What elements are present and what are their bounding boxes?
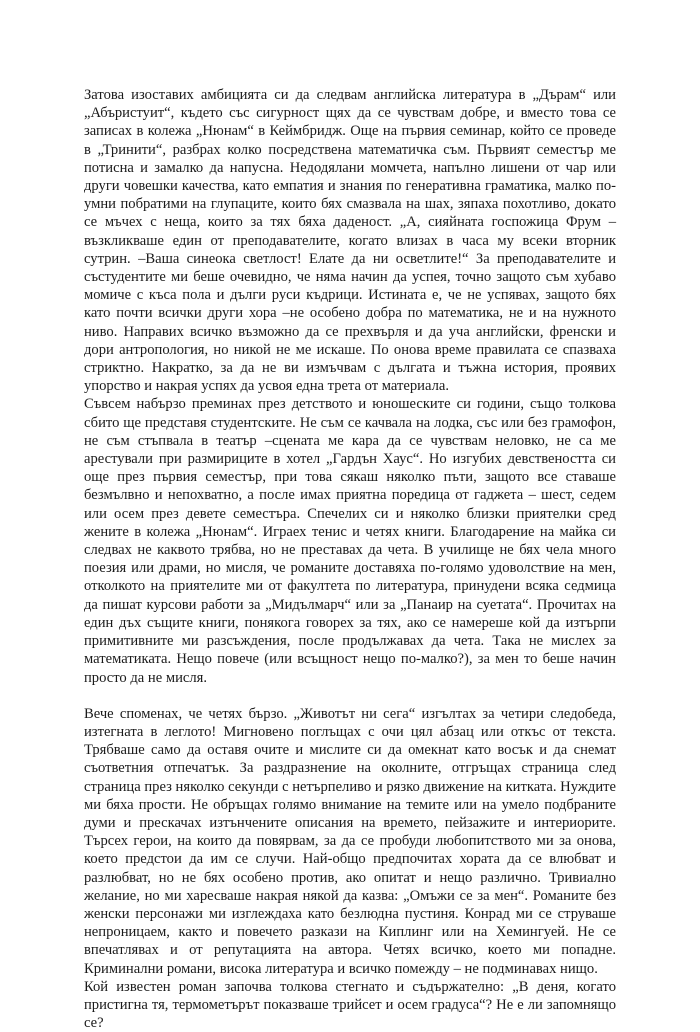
paragraph-1: Затова изоставих амбицията си да следвам английска литература в „Дърам“ или „Абъристуит“, където със сигурност щях да се чувствам добре, и вместо това се записах в колежа „Нюнам“ в Кеймбридж. Още на първия семинар, който се проведе в „Тринити“, разбрах колко посредствена математичка съм. Първият семестър ме потисна и замалко да напусна. Недодялани момчета, напълно лишени от чар или други човешки качества, като емпатия и знания по генеративна граматика, малко по-умни побратими на глупаците, които бях смазвала на шах, зяпаха похотливо, докато се мъчех с неща, които за тях бяха даденост. „А, сияйната госпожица Фрум – възкликваше един от преподавателите, когато влизах в часа му всеки вторник сутрин. –Ваша синеока светлост! Елате да ни осветлите!“ За преподавателите и състудентите ми беше очевидно, че няма начин да успея, точно защото съм хубаво момиче с къса пола и дълги руси къдрици. Истината е, че не успявах, защото бях като почти всички други хора –не особено добра по математика, не и на нужното ниво. Направих всичко възможно да се прехвърля и да уча английски, френски и дори антропология, но никой не ме искаше. По онова време правилата се спазваха стриктно. Накратко, за да не ви измъчвам с дългата и тъжна история, проявих упорство и накрая успях да усвоя една трета от материала.	[84, 87, 616, 395]
body-text	[84, 86, 616, 1032]
paragraph-3: Вече споменах, че четях бързо. „Животът ни сега“ изгълтах за четири следобеда, изтегната в леглото! Мигновено поглъщах с очи цял абзац или откъс от текста. Трябваше само да оставя очите и мислите си да омекнат като восък и да снемат съответния отпечатък. За раздразнение на околните, отгръщах страница след страница през няколко секунди с нетърпеливо и рязко движение на китката. Нуждите ми бяха прости. Не обръщах голямо внимание на темите или на умело подбраните думи и прескачах изтънчените описания на времето, пейзажите и интериорите. Търсех герои, на които да повярвам, за да се пробуди любопитството ми за онова, което предстои да им се случи. Най-общо предпочитах хората да се влюбват и разлюбват, но не бях особено против, ако опитат и нещо различно. Тривиално желание, но ми харесваше накрая някой да казва: „Омъжи се за мен“. Романите без женски персонажи ми изглеждаха като безлюдна пустиня. Конрад ми се струваше непроницаем, както и повечето разкази на Киплинг или на Хемингуей. Не се впечатлявах и от репутацията на автора. Четях всичко, което ми попадне. Криминални романи, висока литература и всичко помежду – не подминавах нищо.	[84, 705, 616, 977]
paragraph-spacer	[84, 687, 616, 705]
paragraph-2: Съвсем набързо преминах през детството и юношеските си години, също толкова сбито ще представя студентските. Не съм се качвала на лодка, със или без грамофон, не съм стъпвала в театър –сцената ме кара да се чувствам неловко, не са ме арестували при размириците в хотел „Гардън Хаус“. Но изгубих девствеността си още през първия семестър, при това сякаш няколко пъти, защото все ставаше безмълвно и непохватно, а после имах приятна поредица от гаджета – шест, седем или осем през девете семестъра. Спечелих си и няколко близки приятелки сред жените в колежа „Нюнам“. Играех тенис и четях книги. Благодарение на майка си следвах не каквото трябва, но не преставах да чета. В училище не бях чела много поезия или драми, но мисля, че романите доставяха по-голямо удоволствие на мен, отколкото на приятелите ми от факултета по литература, принудени всяка седмица да пишат курсови работи за „Мидълмарч“ или за „Панаир на суетата“. Прочитах на един дъх същите книги, понякога говорех за тях, ако се намереше кой да изтърпи примитивните ми разсъждения, после продължавах да чета. Така не мислех за математиката. Нещо повече (или всъщност нещо по-малко?), за мен то беше начин просто да не мисля.	[84, 396, 616, 686]
paragraph-4: Кой известен роман започва толкова стегнато и съдържателно: „В деня, когато пристигна тя, термометърът показваше трийсет и осем градуса“? Не е ли запомнящо се?	[84, 978, 616, 1032]
